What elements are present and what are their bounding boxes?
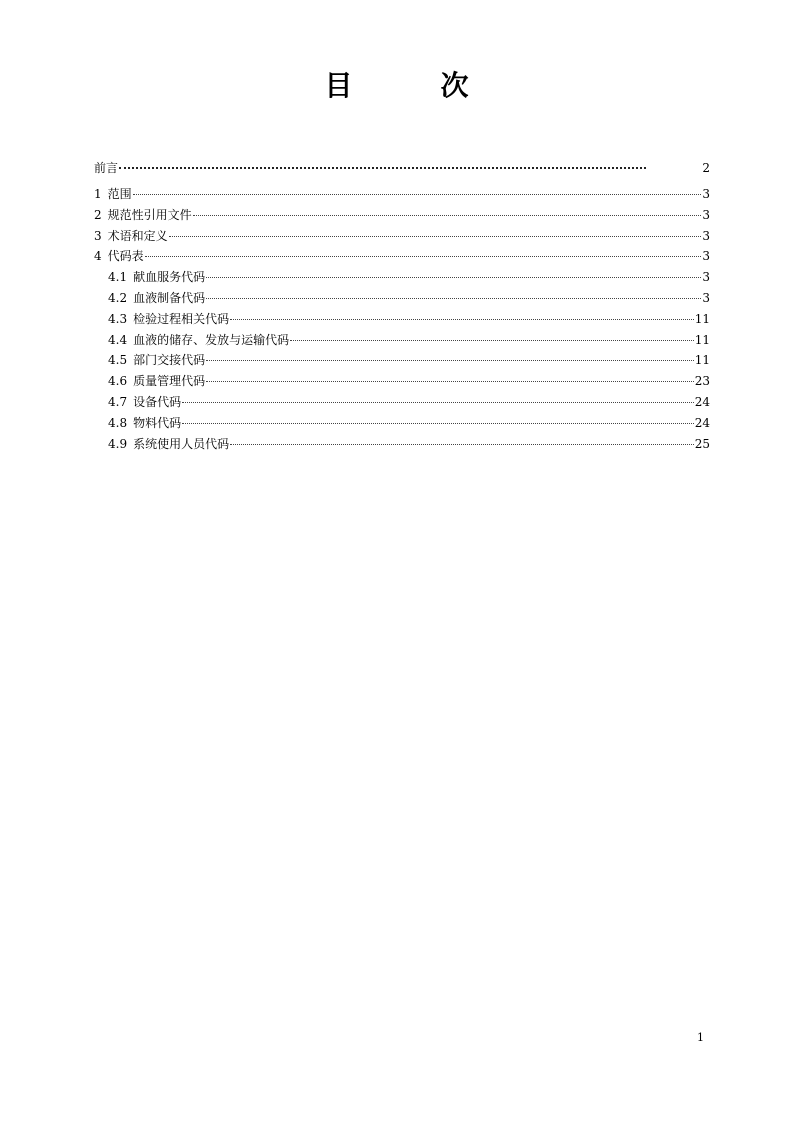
toc-entry-number: 4.8: [108, 415, 128, 430]
toc-subentry[interactable]: [94, 309, 710, 330]
toc-entry-label: 代码表: [107, 249, 144, 264]
toc-subentry[interactable]: [94, 330, 710, 351]
toc-leader-dots: [169, 236, 702, 237]
toc-entry-number: 2: [94, 207, 102, 222]
toc-entry-label: 部门交接代码: [133, 353, 206, 368]
toc-entry-page: 24: [694, 394, 710, 409]
toc-entry-label: 血液制备代码: [133, 290, 206, 305]
toc-entry[interactable]: [94, 246, 710, 267]
toc-entry-page: 2: [702, 161, 710, 175]
toc-leader-dots: [182, 423, 694, 424]
toc-leader-dots: [182, 402, 694, 403]
toc-entry-number: 4.4: [108, 332, 128, 347]
toc-entry-page: 24: [694, 415, 710, 430]
toc-entry-label: 设备代码: [133, 394, 182, 409]
toc-entry-label: 血液的储存、发放与运输代码: [133, 332, 290, 347]
toc-entry-label: 系统使用人员代码: [133, 436, 230, 451]
toc-entry[interactable]: [94, 226, 710, 247]
toc-entry-number: 4.9: [108, 436, 128, 451]
toc-entry-label: 检验过程相关代码: [133, 311, 230, 326]
toc-subentry[interactable]: [94, 371, 710, 392]
toc-entry-label: 物料代码: [133, 415, 182, 430]
toc-entry-number: 4: [94, 249, 102, 264]
toc-entry-label: 献血服务代码: [133, 270, 206, 285]
toc-entry-page: 3: [702, 290, 710, 305]
toc-leader-dots: [145, 256, 702, 257]
toc-leader-dots: [206, 360, 694, 361]
toc-entry-number: 4.5: [108, 353, 128, 368]
page-title: 目 次: [324, 69, 499, 102]
toc-entry-number: 4.7: [108, 394, 128, 409]
toc-subentry[interactable]: [94, 392, 710, 413]
toc-leader-dots: [119, 167, 646, 169]
toc-leader-dots: [230, 319, 694, 320]
toc-entry-page: 23: [694, 374, 710, 389]
toc-entry-label: 术语和定义: [107, 228, 168, 243]
toc-entry-page: 3: [702, 249, 710, 264]
toc-entry-number: 4.1: [108, 270, 128, 285]
toc-leader-dots: [206, 298, 701, 299]
toc-entry-page: 3: [702, 187, 710, 201]
toc-leader-dots: [133, 194, 702, 195]
toc-subentry[interactable]: [94, 288, 710, 309]
toc-leader-dots: [290, 340, 694, 341]
toc-leader-dots: [230, 444, 694, 445]
toc-leader-dots: [206, 381, 694, 382]
toc-entry-label: 范围: [107, 187, 132, 201]
toc-entry-number: 4.6: [108, 374, 128, 389]
toc-entry-page: 3: [702, 270, 710, 285]
toc-entry-page: 3: [702, 228, 710, 243]
toc-entry[interactable]: [94, 184, 710, 205]
toc-entry-label: 质量管理代码: [133, 374, 206, 389]
toc-subentry[interactable]: [94, 267, 710, 288]
toc-entry-page: 11: [694, 332, 710, 347]
toc-entry[interactable]: [94, 205, 710, 226]
toc-subentry[interactable]: [94, 434, 710, 455]
table-of-contents: [94, 158, 710, 454]
toc-entry-number: 3: [94, 228, 102, 243]
toc-entry-number: 4.2: [108, 290, 128, 305]
toc-entry-page: 11: [694, 353, 710, 368]
toc-entry-page: 25: [694, 436, 710, 451]
toc-entry-page: 11: [694, 311, 710, 326]
toc-subentry[interactable]: [94, 350, 710, 371]
toc-leader-dots: [206, 277, 701, 278]
toc-entry-label: 规范性引用文件: [107, 207, 192, 222]
toc-entry-preface[interactable]: [94, 158, 710, 179]
toc-entry-number: 4.3: [108, 311, 128, 326]
toc-entry-number: 1: [94, 187, 102, 201]
toc-entry-label: 前言: [94, 161, 119, 175]
page-number: 1: [697, 1031, 704, 1044]
toc-entry-page: 3: [702, 207, 710, 222]
toc-leader-dots: [193, 215, 702, 216]
toc-subentry[interactable]: [94, 413, 710, 434]
